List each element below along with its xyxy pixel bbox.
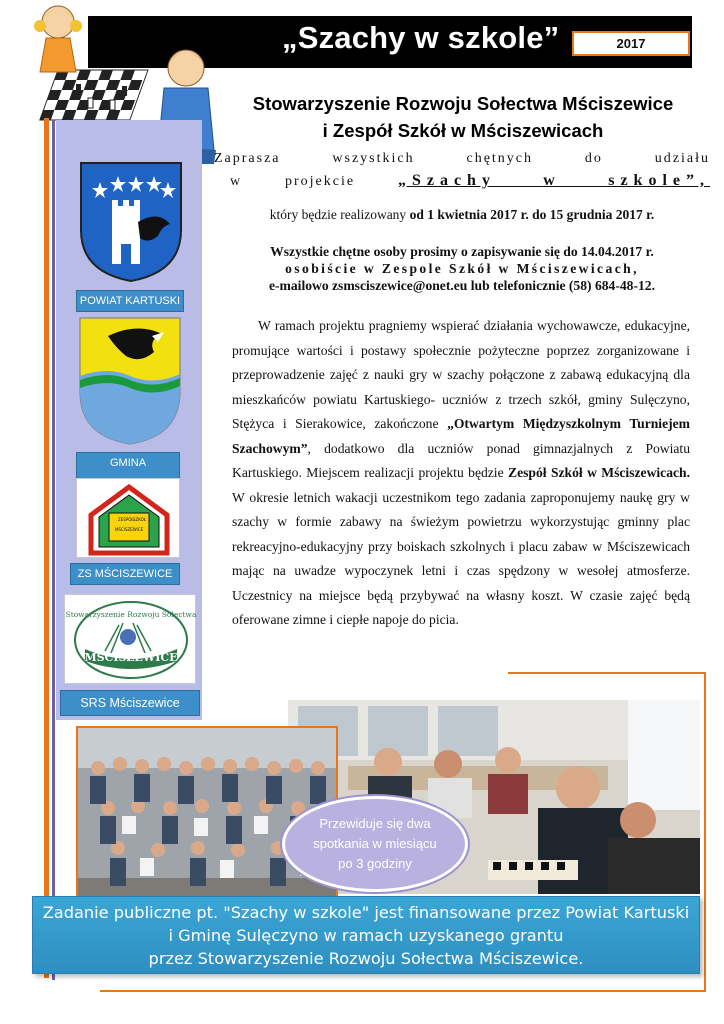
frame-left-accent bbox=[52, 120, 55, 980]
project-description bbox=[232, 314, 690, 633]
logo-label-powiat: POWIAT KARTUSKI bbox=[76, 290, 184, 312]
project-dates bbox=[214, 207, 710, 223]
powiat-kartuski-logo bbox=[78, 160, 184, 284]
bubble-line3: po 3 godziny bbox=[338, 856, 412, 871]
zs-msciszewice-logo bbox=[76, 478, 180, 558]
srs-msciszewice-logo bbox=[64, 594, 196, 684]
venue-name: Zespół Szkół w Mściszewicach. bbox=[508, 465, 690, 480]
frame-top-right-line bbox=[508, 672, 706, 674]
signup-line2: osobiście w Zespole Szkół w Mściszewicach, bbox=[285, 261, 639, 276]
description-part2: , dodatkowo dla uczniów ponad gimnazjalnych z Powiatu Kartuskiego. Miejscem realizacji projektu będzie bbox=[232, 440, 690, 480]
organizer-line1: Stowarzyszenie Rozwoju Sołectwa Mściszewice bbox=[252, 93, 674, 114]
funding-banner bbox=[32, 896, 700, 974]
description-part3: W okresie letnich wakacji uczestnikom tego zadania zaproponujemy naukę gry w szachy w formie zabawy na świeżym powietrzu wykorzystując gminny plac rekreacyjno-edukacyjny przy boiskach szkolnych i placu zabaw w Mściszewicach mając na uwadze wypoczynek letni i czas spędzony w wesołej atmosferze. Uczestnicy na miejsce będą przybywać na własny koszt. W czasie zajęć będą oferowane zimne i ciepłe napoje do picia. bbox=[232, 489, 690, 627]
school-house-icon bbox=[77, 479, 181, 559]
signup-info bbox=[214, 243, 710, 294]
tournament-name: „Otwartym Międzyszkolnym Turniejem Szachowym” bbox=[232, 416, 690, 456]
invitation-line2 bbox=[230, 172, 710, 190]
srs-logo-top-text: Stowarzyszenie Rozwoju Sołectwa bbox=[65, 610, 197, 619]
bubble-line1: Przewiduje się dwa bbox=[319, 816, 431, 831]
srs-emblem-icon bbox=[65, 595, 197, 685]
signup-line3: e-mailowo zsmsciszewice@onet.eu lub telefonicznie (58) 684-48-12. bbox=[268, 278, 655, 293]
year-badge: 2017 bbox=[572, 31, 690, 56]
gmina-coat-of-arms-icon bbox=[78, 316, 182, 446]
banner-line3: przez Stowarzyszenie Rozwoju Sołectwa Mściszewice. bbox=[148, 948, 584, 968]
meetings-info-bubble bbox=[282, 796, 468, 892]
logo-label-gmina: GMINA bbox=[76, 452, 180, 494]
gmina-suleczyno-logo bbox=[78, 316, 182, 446]
bubble-line2: spotkania w miesiącu bbox=[313, 836, 437, 851]
logo-label-srs: SRS Mściszewice bbox=[60, 690, 200, 716]
project-name: „Szachy w szkole”, bbox=[397, 172, 710, 189]
banner-line1: Zadanie publiczne pt. "Szachy w szkole" jest finansowane przez Powiat Kartuski bbox=[42, 902, 690, 922]
dates-range: od 1 kwietnia 2017 r. do 15 grudnia 2017 r. bbox=[409, 207, 655, 222]
invitation-line1: Zaprasza wszystkich chętnych do udziału bbox=[214, 151, 710, 166]
organizer-line2: i Zespół Szkół w Mściszewicach bbox=[322, 120, 604, 141]
page-title: „Szachy w szkole” bbox=[282, 20, 560, 55]
signup-line1: Wszystkie chętne osoby prosimy o zapisywanie się do 14.04.2017 r. bbox=[270, 244, 654, 259]
logo-label-zs: ZS MŚCISZEWICE bbox=[70, 563, 180, 585]
organizer-title bbox=[214, 90, 712, 144]
dates-prefix: który będzie realizowany bbox=[269, 207, 407, 222]
powiat-coat-of-arms-icon bbox=[78, 160, 184, 284]
school-sign-line1: ZESPÓŁ bbox=[118, 517, 134, 522]
frame-left-line bbox=[44, 118, 49, 978]
invitation-prefix: w projekcie bbox=[230, 174, 356, 189]
description-part1: W ramach projektu pragniemy wspierać działania wychowawcze, edukacyjne, promujące wartości i postawy społecznie pożyteczne poprzez zorganizowane i przeprowadzenie zajęć z nauki gry w szachy połączone z zabawą edukacyjną dla mieszkańców powiatu Kartuskiego- uczniów z trzech szkół, gminy Sulęczyno, Stężyca i Sierakowice, zakończone bbox=[232, 318, 690, 431]
frame-bottom-line bbox=[100, 990, 706, 992]
school-sign-line2: SZKÓŁ bbox=[133, 517, 147, 522]
frame-right-line bbox=[704, 672, 706, 990]
banner-line2: i Gminę Sulęczyno w ramach uzyskanego grantu bbox=[168, 925, 564, 945]
school-sign-line3: MŚCISZEWICE bbox=[115, 527, 144, 532]
srs-logo-name: MŚCISZEWICE bbox=[84, 651, 178, 664]
